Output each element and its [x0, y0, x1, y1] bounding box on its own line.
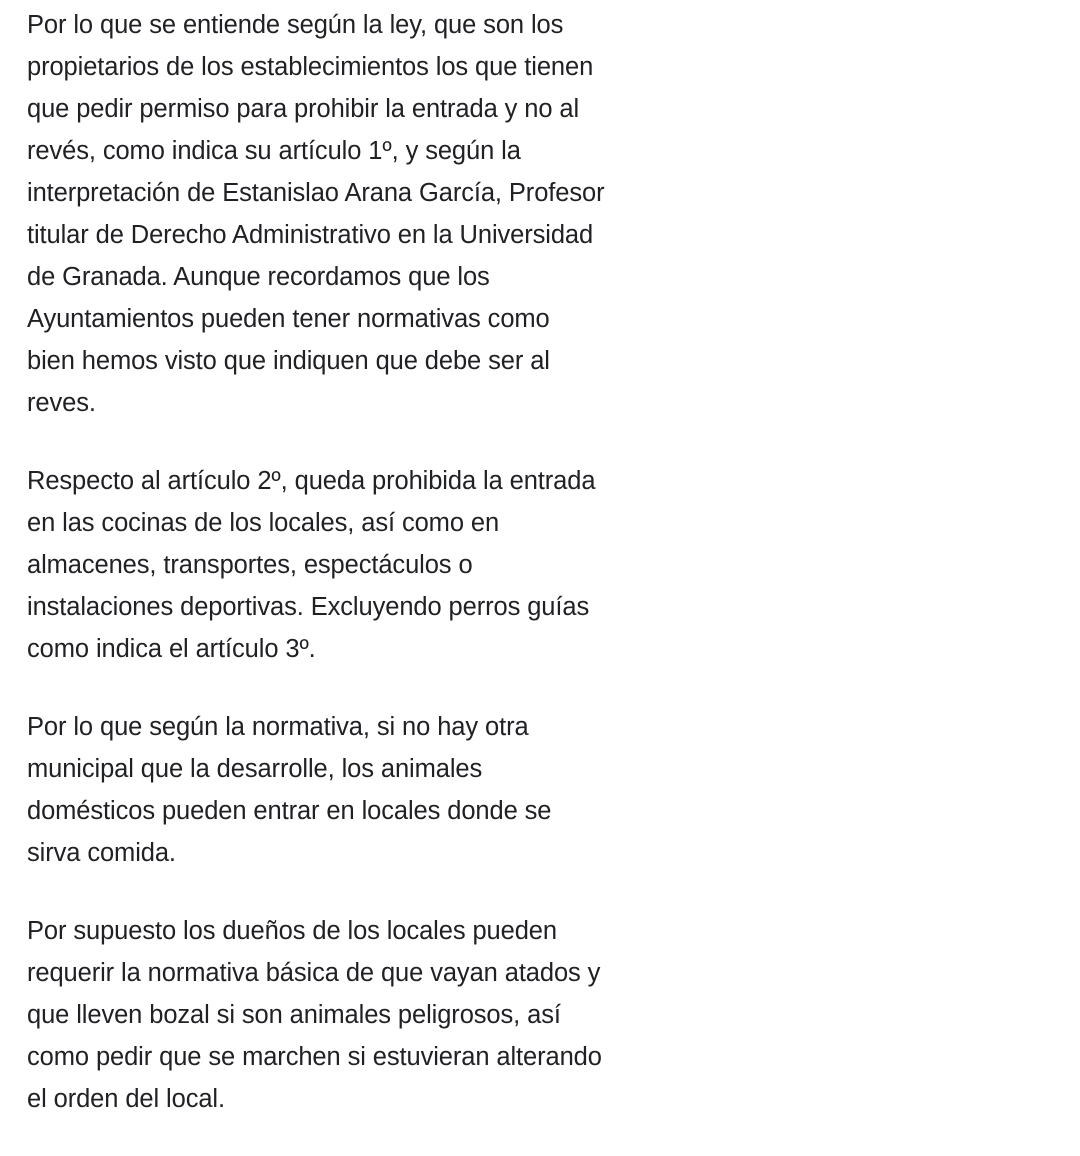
text-line: domésticos pueden entrar en locales donde se — [27, 797, 552, 825]
text-line: municipal que la desarrolle, los animales — [27, 755, 483, 783]
text-line: almacenes, transportes, espectáculos o — [27, 551, 473, 579]
paragraph-4 — [27, 910, 687, 1120]
text-line: Respecto al artículo 2º, queda prohibida la entrada — [27, 467, 596, 495]
text-line: interpretación de Estanislao Arana García, Profesor — [27, 179, 605, 207]
text-line: propietarios de los establecimientos los que tienen — [27, 53, 594, 81]
paragraph-3 — [27, 706, 687, 874]
text-line: reves. — [27, 389, 96, 417]
text-line: como pedir que se marchen si estuvieran alterando — [27, 1043, 602, 1071]
text-line: revés, como indica su artículo 1º, y según la — [27, 137, 521, 165]
article-body — [27, 4, 687, 1156]
text-line: titular de Derecho Administrativo en la Universidad — [27, 221, 594, 249]
text-line: Por supuesto los dueños de los locales pueden — [27, 917, 557, 945]
text-line: Ayuntamientos pueden tener normativas como — [27, 305, 550, 333]
text-line: que lleven bozal si son animales peligrosos, así — [27, 1001, 561, 1029]
text-line: Por lo que según la normativa, si no hay otra — [27, 713, 529, 741]
text-line: Por lo que se entiende según la ley, que son los — [27, 11, 564, 39]
text-line: en las cocinas de los locales, así como en — [27, 509, 500, 537]
text-line: como indica el artículo 3º. — [27, 635, 316, 663]
text-line: instalaciones deportivas. Excluyendo perros guías — [27, 593, 590, 621]
text-line: que pedir permiso para prohibir la entrada y no al — [27, 95, 580, 123]
text-line: de Granada. Aunque recordamos que los — [27, 263, 490, 291]
text-line: sirva comida. — [27, 839, 176, 867]
paragraph-2 — [27, 460, 687, 670]
text-line: bien hemos visto que indiquen que debe ser al — [27, 347, 550, 375]
text-line: requerir la normativa básica de que vayan atados y — [27, 959, 601, 987]
text-line: el orden del local. — [27, 1085, 225, 1113]
paragraph-1 — [27, 4, 687, 424]
